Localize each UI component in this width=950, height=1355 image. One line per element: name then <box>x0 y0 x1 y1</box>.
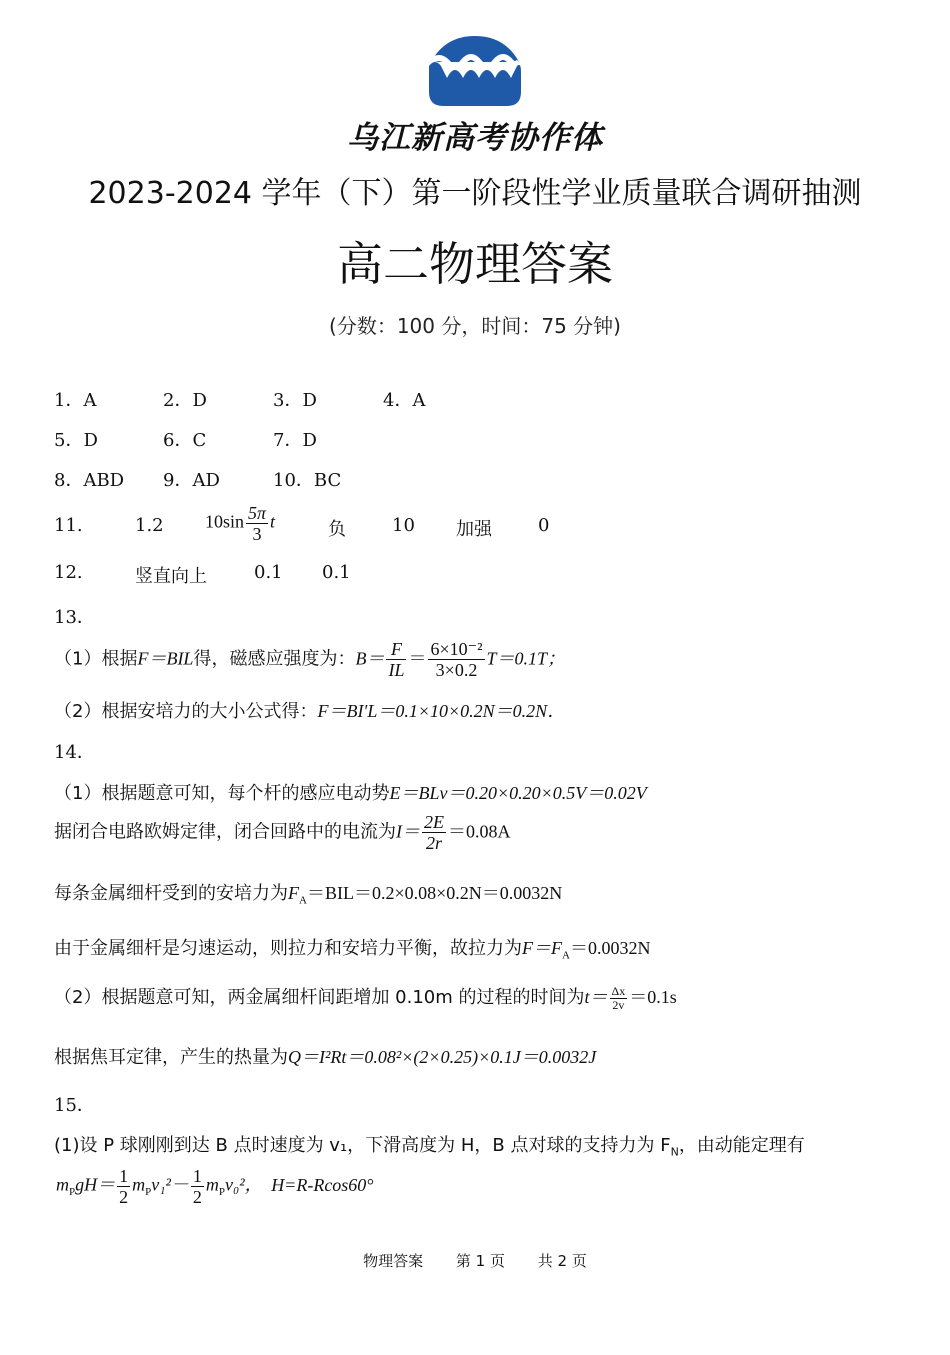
answer-value: 加强 <box>456 519 492 540</box>
answer-value: 0.1 <box>322 562 351 583</box>
solution-line: (1)设 P 球刚刚到达 B 点时速度为 v₁，下滑高度为 H，B 点对球的支持力为 $F_N$，由动能定理有 <box>54 1135 805 1159</box>
answer-value: 竖直向上 <box>135 566 207 587</box>
answer-item: 4．A <box>383 390 426 411</box>
answer-item: 9．AD <box>163 470 220 491</box>
solution-line: （1）根据F＝BIL得，磁感应强度为：B＝ $\frac{F}{IL}$ ＝ $\frac{\text{6×10⁻²}}{3\times 0.2}$ T＝0.1T； <box>54 639 566 680</box>
answer-formula: 10sin $\frac{5\pi}{3}$ t <box>205 503 276 544</box>
answer-value: 10 <box>392 515 415 536</box>
answer-item: 6．C <box>163 430 207 451</box>
solution-line: 据闭合电路欧姆定律，闭合回路中的电流为I＝ $\frac{2E}{2r}$ ＝0.08A <box>54 812 511 853</box>
answer-item: 5．D <box>54 430 98 451</box>
answer-item: 7．D <box>273 430 317 451</box>
solution-line: （1）根据题意可知，每个杆的感应电动势E＝BLv＝0.20×0.20×0.5V＝0.02V <box>54 783 647 804</box>
page-footer <box>0 1250 950 1271</box>
solution-line: 由于金属细杆是匀速运动，则拉力和安培力平衡，故拉力为$F=F_A=0.0032N$ <box>54 938 651 962</box>
question-number: 11. <box>54 515 83 536</box>
answer-value: 0.1 <box>254 562 283 583</box>
exam-meta: (分数：100 分，时间：75 分钟) <box>329 314 621 338</box>
footer-page-number: 第 1 页 <box>455 1252 505 1270</box>
wave-logo-icon <box>425 32 525 108</box>
solution-line: 每条金属细杆受到的安培力为$F_A=BIL=0.2\times 0.08\times 0.2N=0.0032N$ <box>54 883 563 907</box>
organization-name: 乌江新高考协作体 <box>347 120 603 156</box>
answer-item: 10．BC <box>273 470 342 491</box>
solution-line: 根据焦耳定律，产生的热量为Q＝I²Rt＝0.08²×(2×0.25)×0.1J＝0.0032J <box>54 1047 597 1068</box>
answer-item: 3．D <box>273 390 317 411</box>
subject-title: 高二物理答案 <box>337 237 613 291</box>
answer-item: 8．ABD <box>54 470 125 491</box>
answer-value: 负 <box>328 519 346 540</box>
solution-line: （2）根据题意可知，两金属细杆间距增加 0.10m 的过程的时间为t＝ $\frac{\Delta x}{2v}$ ＝0.1s <box>54 983 677 1012</box>
answer-item: 1．A <box>54 390 97 411</box>
question-number: 13． <box>54 607 95 628</box>
exam-title: 2023-2024 学年（下）第一阶段性学业质量联合调研抽测 <box>88 176 862 211</box>
solution-line: $m_PgH=$ $\frac{1}{2}$ $m_Pv_1^2-$ $\frac{1}{2}$ $m_Pv_0^2$， H=R-Rcos60° <box>56 1166 374 1207</box>
footer-subject: 物理答案 <box>363 1252 424 1270</box>
solution-line: （2）根据安培力的大小公式得：F＝BI′L＝0.1×10×0.2N＝0.2N． <box>54 701 566 722</box>
answer-item: 2．D <box>163 390 207 411</box>
answer-value: 1.2 <box>135 515 164 536</box>
footer-total-pages: 共 2 页 <box>537 1252 587 1270</box>
logo <box>0 32 950 108</box>
question-number: 14． <box>54 742 95 763</box>
question-number: 12. <box>54 562 83 583</box>
question-number: 15． <box>54 1095 95 1116</box>
answer-value: 0 <box>538 515 550 536</box>
